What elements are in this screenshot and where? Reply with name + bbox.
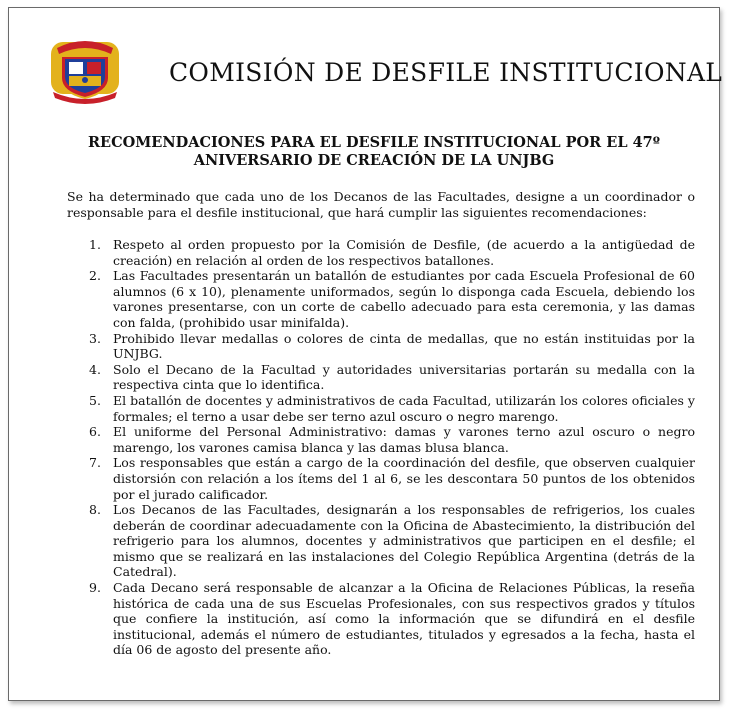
list-item-text: El batallón de docentes y administrativos de cada Facultad, utilizarán los colores oficiales y formales; el terno a usar debe ser terno azul oscuro o negro marengo. bbox=[113, 392, 695, 424]
list-item bbox=[81, 237, 695, 268]
list-item-number: 6. bbox=[89, 424, 101, 440]
list-item bbox=[81, 424, 695, 455]
list-item bbox=[81, 455, 695, 502]
document-title-line-2: ANIVERSARIO DE CREACIÓN DE LA UNJBG bbox=[193, 152, 555, 169]
list-item-number: 2. bbox=[89, 268, 101, 284]
list-item-text: Solo el Decano de la Facultad y autoridades universitarias portarán su medalla con la respectiva cinta que lo identifica. bbox=[113, 361, 695, 393]
list-item bbox=[81, 502, 695, 580]
list-item bbox=[81, 393, 695, 424]
list-item-number: 4. bbox=[89, 361, 101, 377]
list-item-text: Cada Decano será responsable de alcanzar a la Oficina de Relaciones Públicas, la reseña histórica de cada una de sus Escuelas Profesionales, con sus respectivos grados y títulos que confiere la institución, así como la información que se difundirá en el desfile institucional, además el número de estudiantes, titulados y egresados a la fecha, hasta el día 06 de agosto del presente año. bbox=[113, 580, 695, 658]
header-title: COMISIÓN DE DESFILE INSTITUCIONAL bbox=[169, 58, 723, 87]
recommendations-list bbox=[81, 237, 695, 658]
list-item-text: Respeto al orden propuesto por la Comisión de Desfile, (de acuerdo a la antigüedad de creación) en relación al orden de los respectivos batallones. bbox=[113, 237, 695, 268]
list-item bbox=[81, 362, 695, 393]
list-item-text: Los Decanos de las Facultades, designarán a los responsables de refrigerios, los cuales deberán de coordinar adecuadamente con la Oficina de Abastecimiento, la distribución del refrigerio para los alumnos, docentes y administrativos que participen en el desfile; el mismo que se realizará en las instalaciones del Colegio República Argentina (detrás de la Catedral). bbox=[113, 502, 695, 580]
list-item-number: 1. bbox=[89, 237, 101, 252]
list-item bbox=[81, 331, 695, 362]
document-title-line-1: RECOMENDACIONES PARA EL DESFILE INSTITUCIONAL POR EL 47º bbox=[87, 134, 661, 151]
list-item-number: 7. bbox=[89, 455, 101, 471]
list-item-text: Los responsables que están a cargo de la coordinación del desfile, que observen cualquier distorsión con relación a los ítems del 1 al 6, se les descontara 50 puntos de los obtenidos por el jurado calificador. bbox=[113, 455, 695, 502]
list-item-text: Prohibido llevar medallas o colores de cinta de medallas, que no están instituidas por la UNJBG. bbox=[113, 330, 695, 362]
list-item-text: Las Facultades presentarán un batallón de estudiantes por cada Escuela Profesional de 60 alumnos (6 x 10), plenamente uniformados, según lo disponga cada Escuela, debiendo los varones presentarse, con un corte de cabello adecuado para esta ceremonia, y las damas con falda, (prohibido usar minifalda). bbox=[113, 268, 695, 330]
list-item-text: El uniforme del Personal Administrativo: damas y varones terno azul oscuro o negro marengo, los varones camisa blanca y las damas blusa blanca. bbox=[113, 424, 695, 455]
list-item-number: 5. bbox=[89, 392, 101, 408]
list-item bbox=[81, 268, 695, 330]
list-item-number: 3. bbox=[89, 330, 101, 346]
document-page bbox=[8, 7, 723, 701]
intro-paragraph: Se ha determinado que cada uno de los Decanos de las Facultades, designe a un coordinador o responsable para el desfile institucional, que hará cumplir las siguientes recomendaciones: bbox=[67, 189, 695, 220]
list-item bbox=[81, 580, 695, 658]
list-item-number: 8. bbox=[89, 502, 101, 518]
university-crest-icon bbox=[47, 34, 123, 104]
list-item-number: 9. bbox=[89, 580, 101, 596]
document-title bbox=[79, 134, 669, 170]
